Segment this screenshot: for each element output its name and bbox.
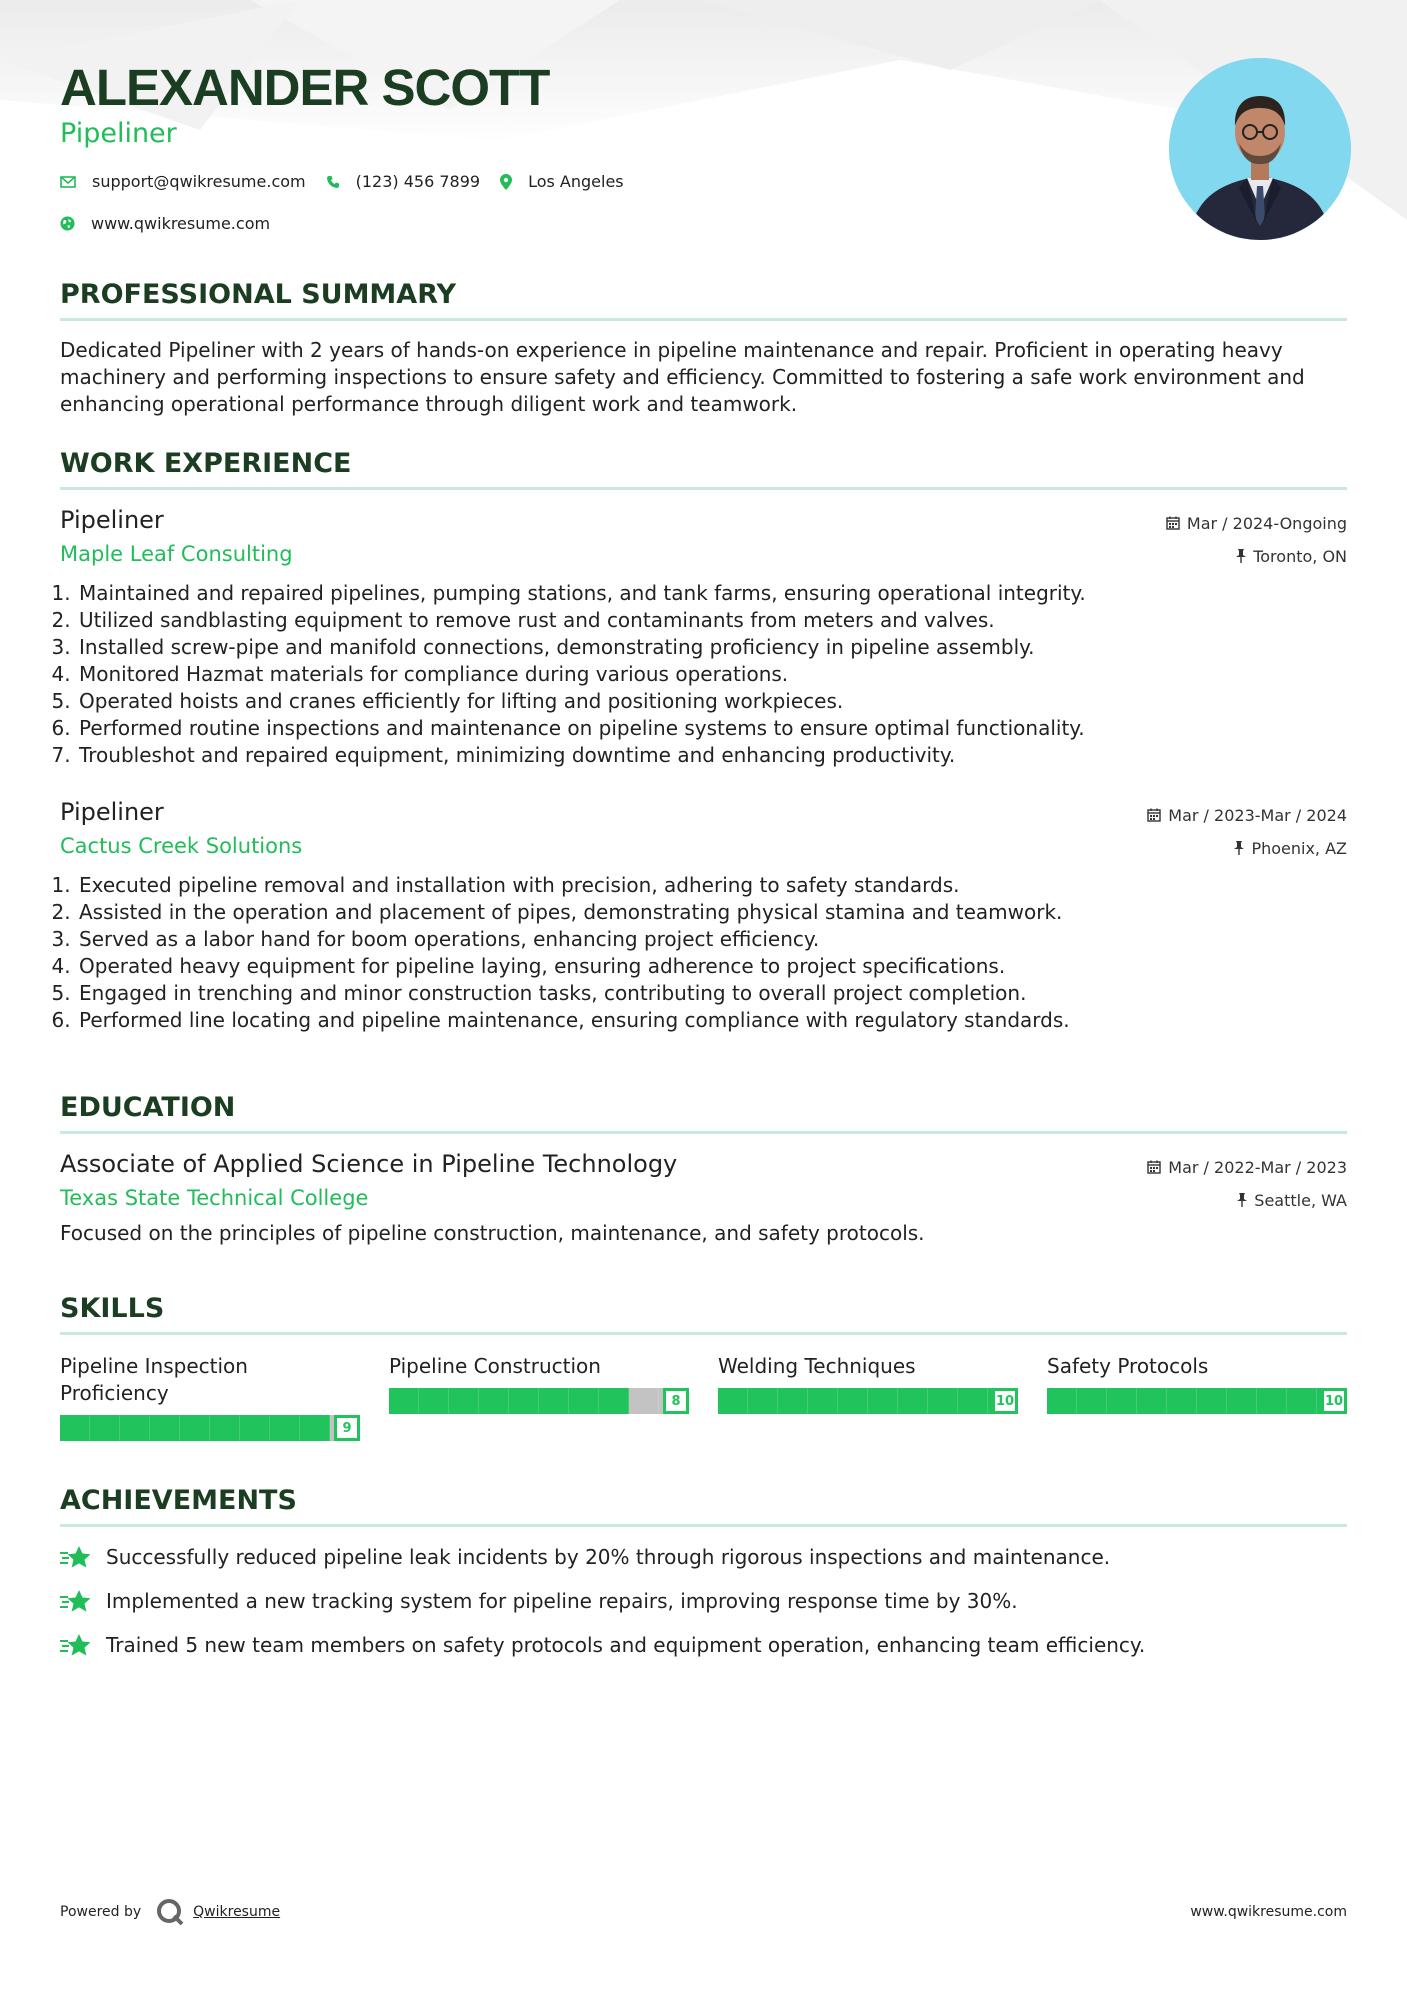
contact-website[interactable] (60, 214, 270, 233)
skill-bar-segment (1047, 1388, 1077, 1414)
job-company: Cactus Creek Solutions (60, 834, 303, 858)
skills-section (60, 1293, 1347, 1441)
education-dates: Mar / 2022-Mar / 2023 (1147, 1155, 1347, 1179)
calendar-icon (1166, 516, 1180, 530)
job-dates: Mar / 2023-Mar / 2024 (1147, 803, 1347, 827)
skill-name: Pipeline Construction (389, 1354, 601, 1378)
skill-bar-segment (210, 1415, 240, 1441)
skill-bar-segment (958, 1388, 988, 1414)
skill-bar-segment (1077, 1388, 1107, 1414)
experience-heading: WORK EXPERIENCE (60, 448, 1347, 490)
skill-level-badge: 9 (334, 1415, 360, 1441)
job-bullets (60, 872, 1347, 1034)
job-location: Toronto, ON (1166, 544, 1347, 568)
pushpin-icon (1236, 549, 1246, 563)
calendar-icon (1147, 1160, 1161, 1174)
skill-bar-segment (240, 1415, 270, 1441)
skill-bar-segment (509, 1388, 539, 1414)
star-icon (60, 1589, 92, 1613)
skill-item (1047, 1353, 1347, 1441)
education-meta (1147, 1155, 1347, 1221)
location-text: Los Angeles (528, 172, 624, 191)
achievement-item: Successfully reduced pipeline leak incidents by 20% through rigorous inspections and maintenance. (60, 1545, 1347, 1569)
skill-bar-segment (838, 1388, 868, 1414)
skill-item (60, 1353, 360, 1441)
skill-bar-segment (90, 1415, 120, 1441)
bullet-item: 3. Served as a labor hand for boom operations, enhancing project efficiency. (77, 926, 1347, 953)
candidate-name: ALEXANDER SCOTT (60, 59, 550, 116)
skill-bar (718, 1388, 1018, 1414)
skill-bar-segment (300, 1415, 330, 1441)
skill-item (718, 1353, 1018, 1441)
skill-bar-segment (1227, 1388, 1257, 1414)
skill-bar-segment (389, 1388, 419, 1414)
achievement-item: Implemented a new tracking system for pipeline repairs, improving response time by 30%. (60, 1589, 1347, 1613)
skill-bar-segment (539, 1388, 569, 1414)
skill-bar-segment (778, 1388, 808, 1414)
bullet-item: 6. Performed line locating and pipeline maintenance, ensuring compliance with regulatory standards. (77, 1007, 1347, 1034)
education-section (60, 1092, 1347, 1247)
skill-bar-segment (569, 1388, 599, 1414)
skill-bar-segment (120, 1415, 150, 1441)
skill-bar-segment (1287, 1388, 1317, 1414)
calendar-icon (1147, 808, 1161, 822)
skills-heading: SKILLS (60, 1293, 1347, 1335)
star-icon (60, 1545, 92, 1569)
achievements-section (60, 1485, 1347, 1657)
contact-email[interactable] (60, 172, 306, 191)
summary-section (60, 279, 1347, 418)
footer-website[interactable]: www.qwikresume.com (1190, 1904, 1347, 1920)
skill-bar-segment (868, 1388, 898, 1414)
job-meta (1147, 803, 1347, 869)
education-entry (60, 1150, 1347, 1247)
skill-bar (389, 1388, 689, 1414)
profile-photo (1169, 58, 1351, 240)
skill-bar-segment (1167, 1388, 1197, 1414)
skill-level-badge: 10 (1321, 1388, 1347, 1414)
pushpin-icon (1234, 841, 1244, 855)
school-name: Texas State Technical College (60, 1186, 369, 1210)
bullet-item: 7. Troubleshot and repaired equipment, minimizing downtime and enhancing productivity. (77, 742, 1347, 769)
star-icon (60, 1633, 92, 1657)
bullet-item: 4. Monitored Hazmat materials for compliance during various operations. (77, 661, 1347, 688)
bullet-item: 5. Operated hoists and cranes efficiently for lifting and positioning workpieces. (77, 688, 1347, 715)
skill-bar (60, 1415, 360, 1441)
achievement-item: Trained 5 new team members on safety protocols and equipment operation, enhancing team efficiency. (60, 1633, 1347, 1657)
globe-icon (60, 216, 75, 231)
pushpin-icon (1237, 1193, 1247, 1207)
skill-bar-segment (1107, 1388, 1137, 1414)
job-company: Maple Leaf Consulting (60, 542, 293, 566)
bullet-item: 2. Assisted in the operation and placement of pipes, demonstrating physical stamina and teamwork. (77, 899, 1347, 926)
job-title: Pipeliner (60, 798, 164, 826)
contact-location (500, 172, 624, 191)
skill-bar-segment (808, 1388, 838, 1414)
summary-text: Dedicated Pipeliner with 2 years of hands-on experience in pipeline maintenance and repair. Proficient in operating heavy machinery and performing inspections to ensure safety and efficiency. Committed to fostering a safe work environment and enhancing operational performance through diligent work and teamwork. (60, 338, 1305, 416)
bullet-item: 6. Performed routine inspections and maintenance on pipeline systems to ensure optimal functionality. (77, 715, 1347, 742)
job-bullets (60, 580, 1347, 769)
qwikresume-link[interactable]: Qwikresume (193, 1904, 281, 1920)
skill-item (389, 1353, 689, 1441)
skill-bar-segment (60, 1415, 90, 1441)
job-title: Pipeliner (60, 506, 164, 534)
bullet-item: 5. Engaged in trenching and minor construction tasks, contributing to overall project completion. (77, 980, 1347, 1007)
email-text: support@qwikresume.com (92, 172, 306, 191)
skills-grid (60, 1353, 1347, 1441)
skill-bar-segment (748, 1388, 778, 1414)
skill-level-badge: 10 (992, 1388, 1018, 1414)
contact-phone[interactable] (326, 172, 480, 191)
phone-icon (326, 175, 340, 189)
skill-bar-segment (150, 1415, 180, 1441)
skill-bar-segment (1137, 1388, 1167, 1414)
bullet-item: 1. Maintained and repaired pipelines, pumping stations, and tank farms, ensuring operational integrity. (77, 580, 1347, 607)
powered-by-label: Powered by (60, 1904, 142, 1920)
skill-level-badge: 8 (663, 1388, 689, 1414)
education-heading: EDUCATION (60, 1092, 1347, 1134)
page-footer (60, 1897, 1347, 1927)
job-meta (1166, 511, 1347, 577)
skill-bar-segment (449, 1388, 479, 1414)
skill-name: Safety Protocols (1047, 1354, 1209, 1378)
skill-bar-segment (479, 1388, 509, 1414)
website-text: www.qwikresume.com (91, 214, 271, 233)
skill-bar-segment (898, 1388, 928, 1414)
skill-bar-segment (599, 1388, 629, 1414)
skill-bar-segment (928, 1388, 958, 1414)
education-description: Focused on the principles of pipeline construction, maintenance, and safety protocols. (60, 1221, 925, 1245)
education-location: Seattle, WA (1147, 1188, 1347, 1212)
job-entry (60, 798, 1347, 1034)
experience-section (60, 448, 1347, 1034)
bullet-item: 3. Installed screw-pipe and manifold connections, demonstrating proficiency in pipeline assembly. (77, 634, 1347, 661)
job-dates: Mar / 2024-Ongoing (1166, 511, 1347, 535)
bullet-item: 1. Executed pipeline removal and installation with precision, adhering to safety standards. (77, 872, 1347, 899)
degree-title: Associate of Applied Science in Pipeline Technology (60, 1150, 678, 1178)
job-location: Phoenix, AZ (1147, 836, 1347, 860)
skill-bar-segment (1257, 1388, 1287, 1414)
skill-name: Pipeline Inspection Proficiency (60, 1354, 248, 1405)
candidate-title: Pipeliner (60, 118, 177, 149)
powered-by (60, 1897, 280, 1927)
summary-heading: PROFESSIONAL SUMMARY (60, 279, 1347, 321)
website-row (60, 214, 290, 233)
skill-bar-segment (1197, 1388, 1227, 1414)
skill-bar-segment (270, 1415, 300, 1441)
job-entry (60, 506, 1347, 769)
bullet-item: 2. Utilized sandblasting equipment to remove rust and contaminants from meters and valves. (77, 607, 1347, 634)
qwikresume-logo-icon (155, 1897, 185, 1927)
achievements-heading: ACHIEVEMENTS (60, 1485, 1347, 1527)
skill-bar-segment (718, 1388, 748, 1414)
email-icon (60, 176, 76, 188)
contact-row (60, 172, 644, 191)
map-pin-icon (500, 174, 512, 190)
phone-text: (123) 456 7899 (355, 172, 481, 191)
skill-bar-segment (419, 1388, 449, 1414)
skill-bar-segment (629, 1388, 659, 1414)
skill-bar (1047, 1388, 1347, 1414)
skill-bar-segment (180, 1415, 210, 1441)
resume-header (60, 0, 1347, 260)
achievements-list (60, 1545, 1347, 1657)
bullet-item: 4. Operated heavy equipment for pipeline laying, ensuring adherence to project specifications. (77, 953, 1347, 980)
skill-name: Welding Techniques (718, 1354, 916, 1378)
